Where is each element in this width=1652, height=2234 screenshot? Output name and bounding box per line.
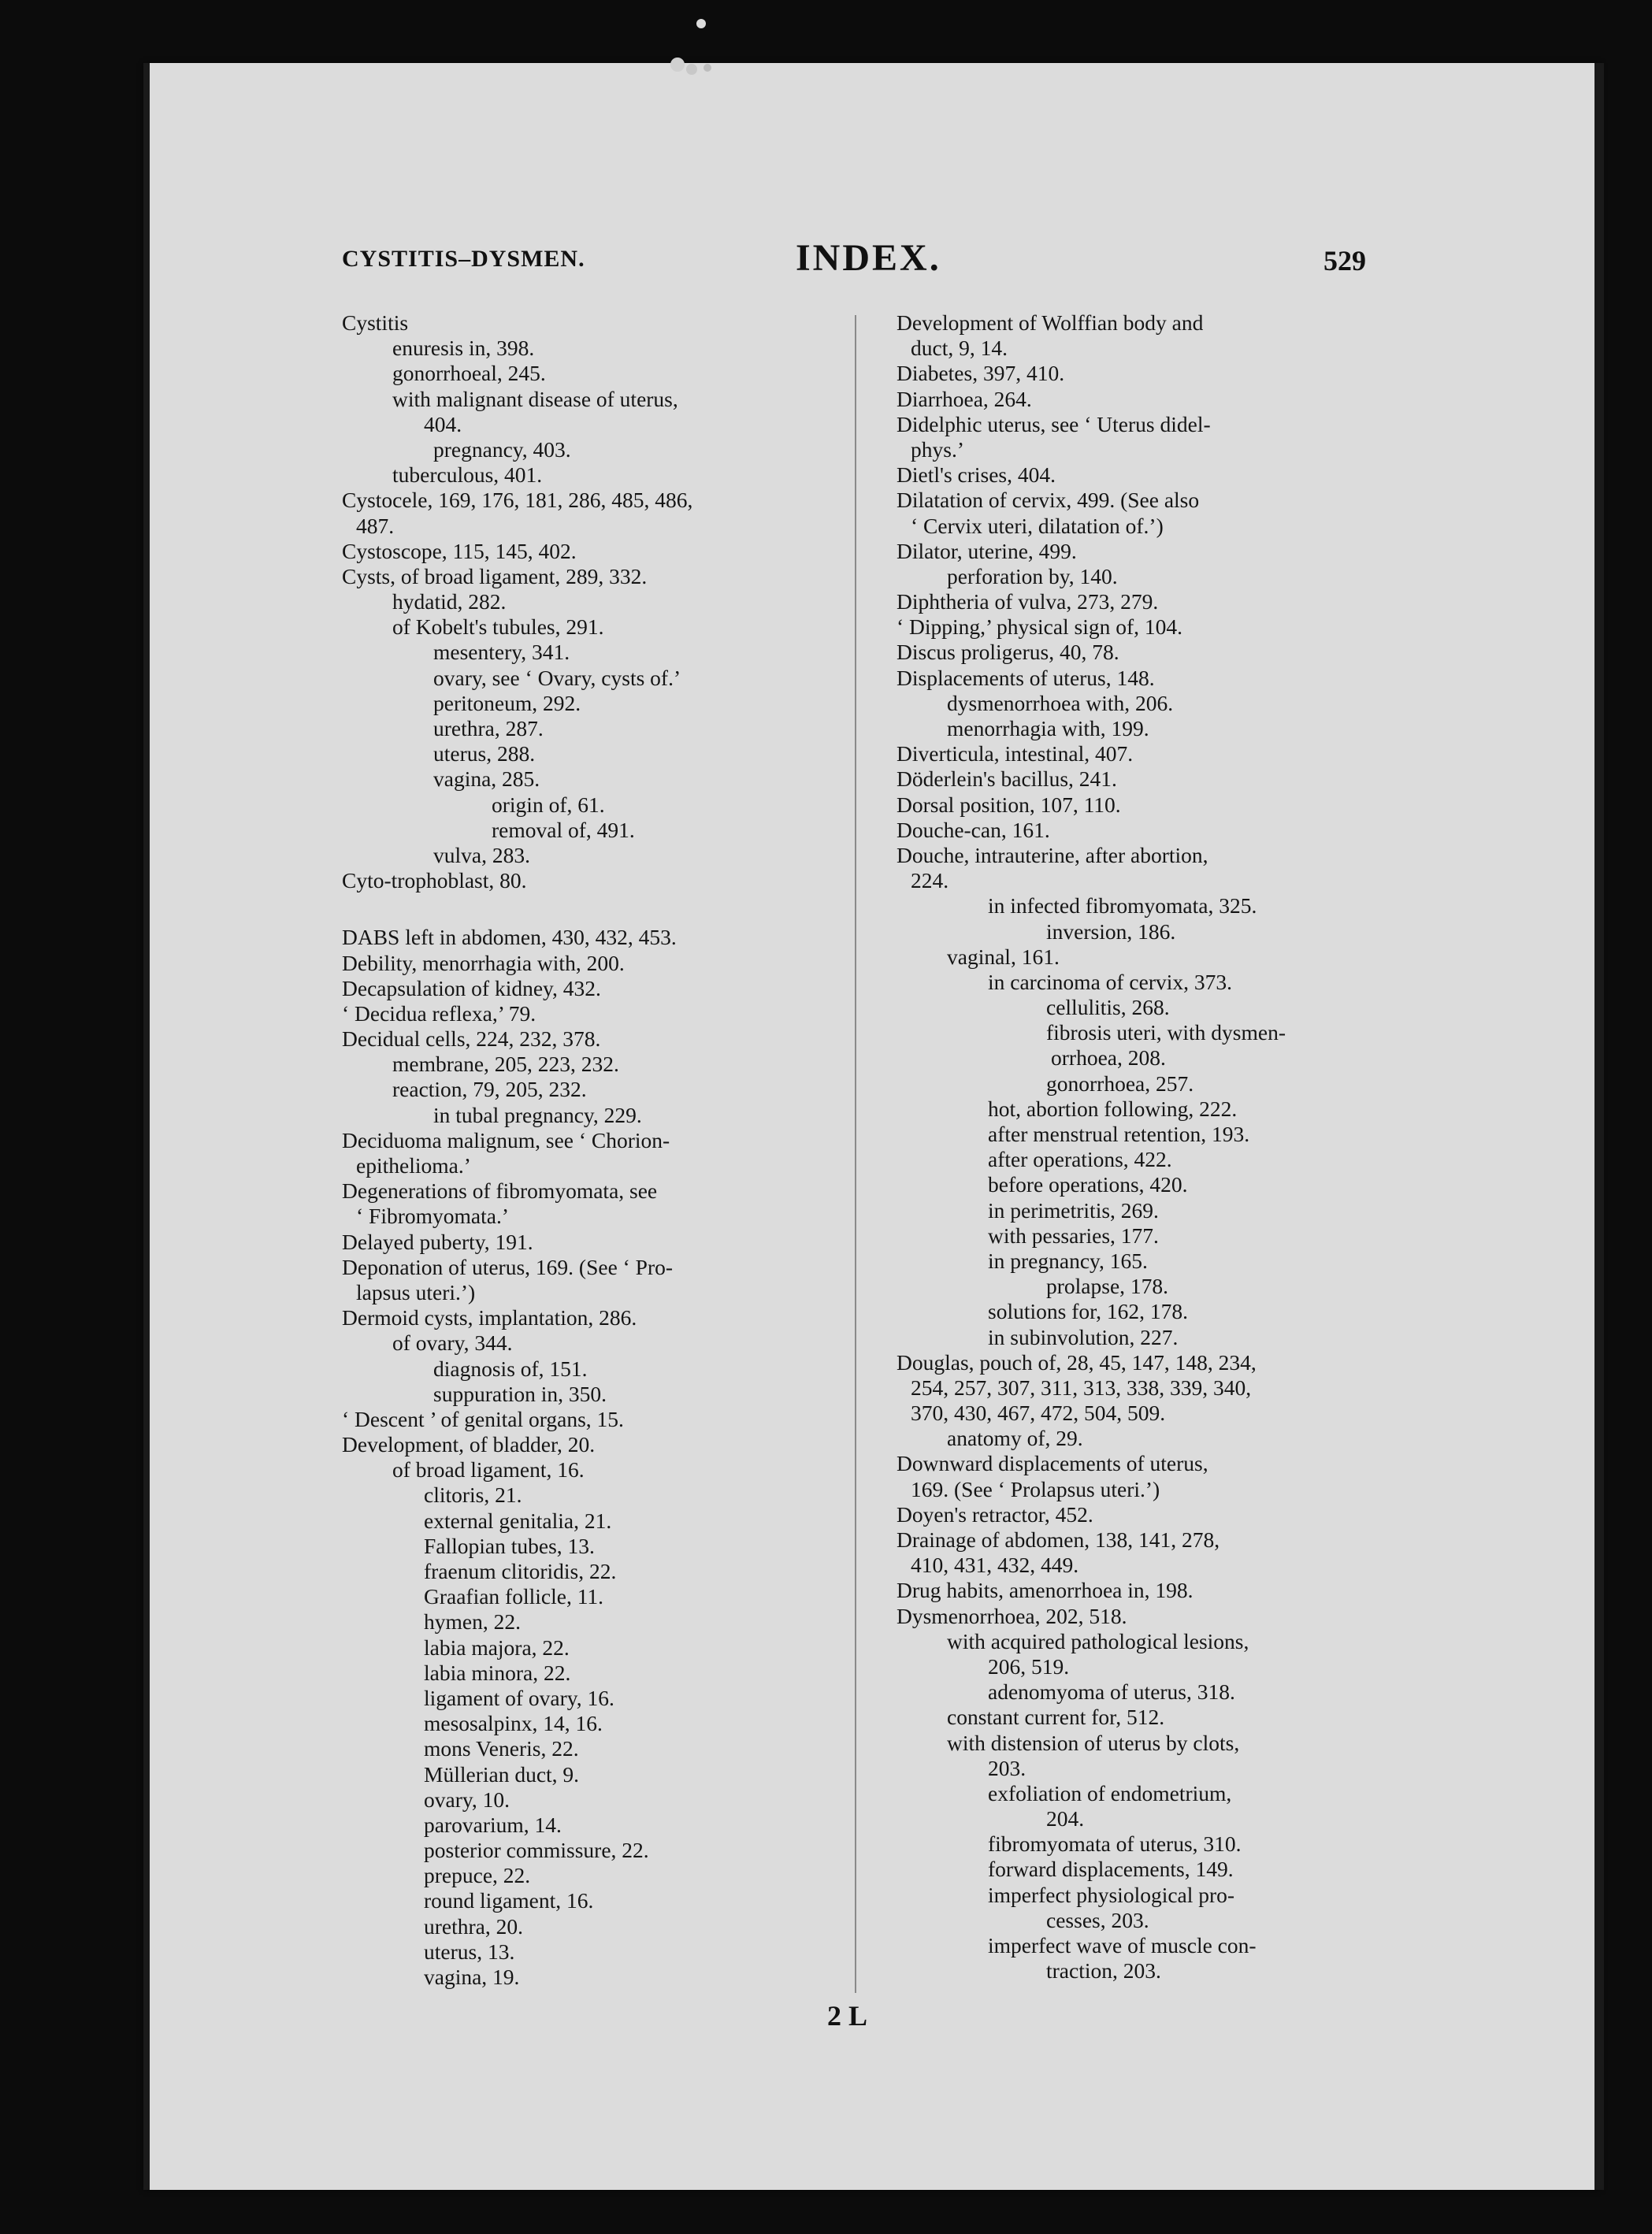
index-subentry: mesentery, 341.	[433, 640, 570, 665]
index-subentry: peritoneum, 292.	[433, 690, 581, 715]
index-subentry: suppuration in, 350.	[433, 1381, 607, 1406]
index-subentry: urethra, 20.	[424, 1913, 523, 1939]
index-entry: Diverticula, intestinal, 407.	[897, 741, 1134, 766]
index-entry: ‘ Dipping,’ physical sign of, 104.	[897, 614, 1183, 640]
index-subentry: vagina, 19.	[424, 1965, 520, 1989]
index-subentry: with acquired pathological lesions,	[947, 1628, 1249, 1653]
index-subentry: membrane, 205, 223, 232.	[392, 1052, 619, 1077]
index-subentry: constant current for, 512.	[947, 1705, 1165, 1730]
index-entry: Douglas, pouch of, 28, 45, 147, 148, 234,	[897, 1349, 1257, 1375]
scan-specks	[646, 16, 741, 79]
index-subentry: clitoris, 21.	[424, 1483, 522, 1508]
index-entry: Cystitis	[342, 310, 409, 335]
index-subentry: fraenum clitoridis, 22.	[424, 1559, 617, 1583]
index-entry: ‘ Decidua reflexa,’ 79.	[342, 1000, 536, 1026]
index-subentry: 224.	[911, 868, 949, 893]
index-entry: Development of Wolffian body and	[897, 310, 1204, 335]
index-subentry: origin of, 61.	[492, 792, 605, 817]
index-subentry: removal of, 491.	[492, 817, 635, 842]
index-subentry: after operations, 422.	[988, 1147, 1172, 1172]
index-entry: Deciduoma malignum, see ‘ Chorion-	[342, 1127, 670, 1152]
index-entry: Cystocele, 169, 176, 181, 286, 485, 486,	[342, 488, 693, 513]
index-entry: Discus proligerus, 40, 78.	[897, 640, 1119, 665]
index-subentry: diagnosis of, 151.	[433, 1356, 588, 1381]
index-entry: Development, of bladder, 20.	[342, 1432, 596, 1457]
index-subentry: urethra, 287.	[433, 716, 544, 740]
index-subentry: hot, abortion following, 222.	[988, 1096, 1238, 1121]
index-subentry: 254, 257, 307, 311, 313, 338, 339, 340,	[911, 1375, 1252, 1400]
index-subentry: with malignant disease of uterus,	[392, 386, 678, 411]
index-subentry: Müllerian duct, 9.	[424, 1761, 580, 1787]
index-subentry: forward displacements, 149.	[988, 1857, 1234, 1882]
index-subentry: enuresis in, 398.	[392, 336, 535, 361]
index-subentry: parovarium, 14.	[424, 1812, 562, 1837]
index-subentry: mesosalpinx, 14, 16.	[424, 1711, 603, 1736]
signature-mark: 2 L	[827, 2000, 868, 2032]
index-subentry: ovary, see ‘ Ovary, cysts of.’	[433, 665, 681, 690]
page-right-edge	[1594, 63, 1604, 2190]
index-subentry: traction, 203.	[1046, 1958, 1161, 1984]
index-subentry: gonorrhoea, 257.	[1046, 1071, 1194, 1096]
index-subentry: duct, 9, 14.	[911, 336, 1008, 361]
index-subentry: vulva, 283.	[433, 842, 530, 867]
index-entry: Cysts, of broad ligament, 289, 332.	[342, 563, 648, 588]
index-column-right	[897, 310, 1369, 1984]
index-subentry: ovary, 10.	[424, 1787, 510, 1812]
index-subentry: vaginal, 161.	[947, 944, 1060, 969]
index-subentry: 410, 431, 432, 449.	[911, 1553, 1079, 1578]
index-subentry: labia minora, 22.	[424, 1660, 571, 1685]
index-subentry: posterior commissure, 22.	[424, 1838, 649, 1863]
index-subentry: 487.	[356, 513, 395, 538]
index-entry: Döderlein's bacillus, 241.	[897, 766, 1117, 792]
index-entry: Decidual cells, 224, 232, 378.	[342, 1026, 601, 1052]
index-entry: Downward displacements of uterus,	[897, 1451, 1208, 1476]
index-entry: Cystoscope, 115, 145, 402.	[342, 538, 577, 563]
index-entry: Debility, menorrhagia with, 200.	[342, 950, 625, 975]
page-number: 529	[1323, 245, 1366, 276]
index-subentry: Graafian follicle, 11.	[424, 1584, 604, 1609]
index-subentry: cellulitis, 268.	[1046, 995, 1170, 1020]
index-subentry: pregnancy, 403.	[433, 436, 571, 462]
index-subentry: dysmenorrhoea with, 206.	[947, 690, 1174, 715]
column-divider	[855, 315, 856, 1993]
index-subentry: anatomy of, 29.	[947, 1426, 1083, 1451]
index-subentry: exfoliation of endometrium,	[988, 1780, 1232, 1805]
index-subentry: fibromyomata of uterus, 310.	[988, 1831, 1242, 1857]
index-entry: ‘ Descent ’ of genital organs, 15.	[342, 1406, 624, 1431]
index-subentry: hymen, 22.	[424, 1609, 521, 1635]
index-subentry: 203.	[988, 1755, 1026, 1780]
index-subentry: 206, 519.	[988, 1653, 1070, 1679]
index-subentry: ‘ Cervix uteri, dilatation of.’)	[911, 513, 1164, 538]
index-entry: Decapsulation of kidney, 432.	[342, 975, 601, 1000]
index-entry: Delayed puberty, 191.	[342, 1229, 533, 1254]
index-subentry: in tubal pregnancy, 229.	[433, 1102, 642, 1127]
index-subentry: adenomyoma of uterus, 318.	[988, 1679, 1235, 1705]
index-subentry: of ovary, 344.	[392, 1330, 513, 1356]
index-subentry: 370, 430, 467, 472, 504, 509.	[911, 1401, 1166, 1426]
index-subentry: inversion, 186.	[1046, 918, 1176, 944]
index-entry: Douche-can, 161.	[897, 817, 1050, 842]
index-entry: Cyto-trophoblast, 80.	[342, 868, 527, 893]
index-entry: Didelphic uterus, see ‘ Uterus didel-	[897, 411, 1211, 436]
index-subentry: Fallopian tubes, 13.	[424, 1533, 595, 1558]
index-subentry: ligament of ovary, 16.	[424, 1685, 614, 1710]
index-subentry: phys.’	[911, 436, 964, 462]
index-entry: Diphtheria of vulva, 273, 279.	[897, 589, 1159, 614]
index-subentry: fibrosis uteri, with dysmen-	[1046, 1020, 1286, 1045]
index-entry: Doyen's retractor, 452.	[897, 1501, 1093, 1527]
index-subentry: orrhoea, 208.	[1051, 1045, 1166, 1071]
index-subentry: in carcinoma of cervix, 373.	[988, 969, 1233, 994]
index-entry: Drug habits, amenorrhoea in, 198.	[897, 1578, 1194, 1603]
section-gap	[342, 893, 846, 925]
index-subentry: of broad ligament, 16.	[392, 1457, 585, 1483]
index-subentry: cesses, 203.	[1046, 1907, 1149, 1932]
index-entry: Dysmenorrhoea, 202, 518.	[897, 1603, 1127, 1628]
index-subentry: mons Veneris, 22.	[424, 1736, 579, 1761]
index-entry: Diarrhoea, 264.	[897, 386, 1032, 411]
index-entry: Deponation of uterus, 169. (See ‘ Pro-	[342, 1254, 674, 1279]
index-subentry: after menstrual retention, 193.	[988, 1122, 1250, 1146]
index-subentry: tuberculous, 401.	[392, 462, 543, 488]
index-entry: Degenerations of fibromyomata, see	[342, 1178, 658, 1204]
index-subentry: hydatid, 282.	[392, 589, 507, 614]
index-subentry: in pregnancy, 165.	[988, 1248, 1148, 1273]
page-left-edge	[143, 63, 150, 2190]
index-subentry: imperfect physiological pro-	[988, 1882, 1235, 1907]
index-entry: Dietl's crises, 404.	[897, 462, 1056, 488]
index-column-left	[342, 310, 846, 1990]
index-subentry: with distension of uterus by clots,	[947, 1730, 1240, 1755]
index-entry: Dilator, uterine, 499.	[897, 538, 1077, 563]
index-subentry: solutions for, 162, 178.	[988, 1299, 1189, 1324]
index-subentry: prolapse, 178.	[1046, 1274, 1169, 1299]
index-entry: Displacements of uterus, 148.	[897, 665, 1155, 690]
index-entry: Diabetes, 397, 410.	[897, 361, 1065, 386]
index-entry: Drainage of abdomen, 138, 141, 278,	[897, 1527, 1220, 1552]
index-subentry: ‘ Fibromyomata.’	[356, 1204, 509, 1229]
index-subentry: in perimetritis, 269.	[988, 1197, 1159, 1223]
index-subentry: labia majora, 22.	[424, 1635, 570, 1660]
index-subentry: uterus, 288.	[433, 741, 536, 766]
index-subentry: in infected fibromyomata, 325.	[988, 893, 1257, 918]
index-subentry: gonorrhoeal, 245.	[392, 361, 546, 386]
index-subentry: 204.	[1046, 1806, 1085, 1831]
index-entry: DABS left in abdomen, 430, 432, 453.	[342, 925, 677, 950]
index-subentry: round ligament, 16.	[424, 1888, 594, 1913]
running-head-range: CYSTITIS–DYSMEN.	[342, 246, 585, 272]
index-entry: Dorsal position, 107, 110.	[897, 792, 1121, 817]
index-subentry: 404.	[424, 411, 462, 436]
index-subentry: 169. (See ‘ Prolapsus uteri.’)	[911, 1476, 1160, 1501]
index-subentry: reaction, 79, 205, 232.	[392, 1077, 587, 1102]
index-subentry: lapsus uteri.’)	[356, 1279, 476, 1304]
index-subentry: menorrhagia with, 199.	[947, 716, 1149, 740]
index-subentry: before operations, 420.	[988, 1172, 1188, 1197]
index-subentry: of Kobelt's tubules, 291.	[392, 614, 604, 640]
index-subentry: with pessaries, 177.	[988, 1223, 1159, 1248]
index-subentry: uterus, 13.	[424, 1939, 515, 1964]
index-subentry: prepuce, 22.	[424, 1863, 531, 1888]
index-subentry: epithelioma.’	[356, 1153, 471, 1178]
index-subentry: perforation by, 140.	[947, 563, 1118, 588]
index-entry: Dermoid cysts, implantation, 286.	[342, 1305, 637, 1330]
index-subentry: vagina, 285.	[433, 766, 540, 792]
index-entry: Dilatation of cervix, 499. (See also	[897, 488, 1200, 513]
index-subentry: in subinvolution, 227.	[988, 1324, 1179, 1349]
index-subentry: external genitalia, 21.	[424, 1508, 612, 1533]
index-subentry: imperfect wave of muscle con-	[988, 1933, 1257, 1958]
index-entry: Douche, intrauterine, after abortion,	[897, 842, 1208, 867]
page-title: INDEX.	[796, 237, 941, 279]
